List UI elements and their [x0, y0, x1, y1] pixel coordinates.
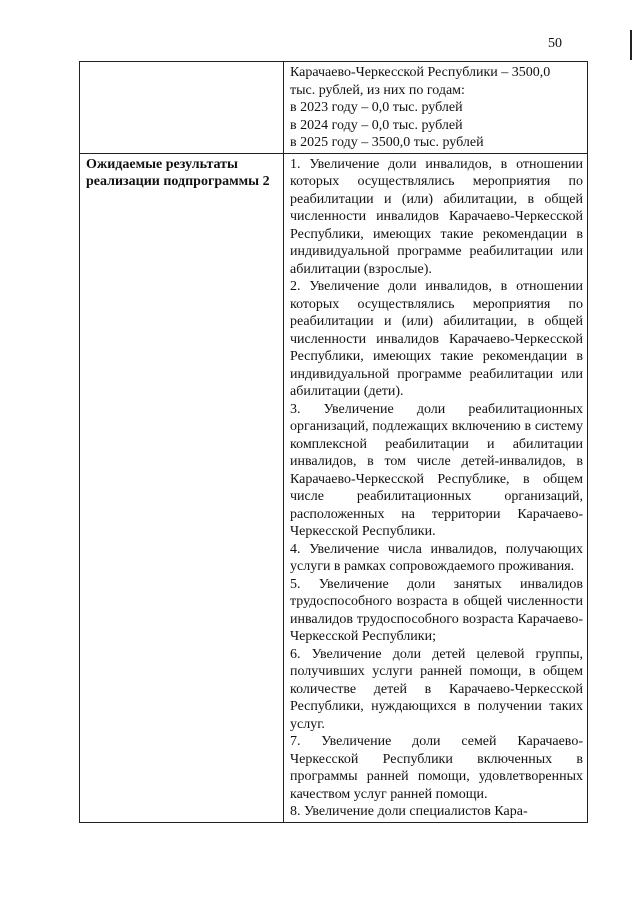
- funding-line: тыс. рублей, из них по годам:: [290, 82, 465, 98]
- result-item: 8. Увеличение доли специалистов Кара-: [290, 804, 528, 819]
- funding-cell: [284, 62, 588, 154]
- result-item: 6. Увеличение доли детей целевой группы, получивших услуги ранней помощи, в общем количестве детей в Карачаево-Черкесской Республики, нуждающихся в получении таких услуг.: [290, 646, 583, 732]
- funding-line: Карачаево-Черкесской Республики – 3500,0: [290, 65, 551, 80]
- subprogram-passport-table: [79, 61, 588, 823]
- funding-line: в 2023 году – 0,0 тыс. рублей: [290, 100, 463, 115]
- page-number: 50: [548, 36, 562, 51]
- expected-results-cell: [284, 153, 588, 822]
- result-item: 1. Увеличение доли инвалидов, в отношении которых осуществлялись мероприятия по реабилитации и (или) абилитации, в общей численности инвалидов Карачаево-Черкесской Республики, имеющих такие рекомендации в индивидуальной программе реабилитации или абилитации (взрослые).: [290, 156, 583, 277]
- row-label-empty: [80, 62, 284, 154]
- row-label-expected-results: Ожидаемые результаты реализации подпрограммы 2: [80, 153, 284, 822]
- table-row-expected-results: [80, 153, 588, 822]
- result-item: 5. Увеличение доли занятых инвалидов трудоспособного возраста в общей численности инвалидов трудоспособного возраста Карачаево-Черкесской Республики;: [290, 576, 583, 644]
- result-item: 2. Увеличение доли инвалидов, в отношении которых осуществлялись мероприятия по реабилитации и (или) абилитации, в общей численности инвалидов Карачаево-Черкесской Республики, имеющих такие рекомендации в индивидуальной программе реабилитации или абилитации (дети).: [290, 279, 583, 399]
- funding-line: в 2024 году – 0,0 тыс. рублей: [290, 117, 463, 133]
- scan-edge-mark: [630, 30, 632, 60]
- table-row-funding: [80, 62, 588, 154]
- result-item: 7. Увеличение доли семей Карачаево- Черкесской Республики включенных в программы ранней помощи, удовлетворенных качеством услуг ранней помощи.: [290, 734, 583, 802]
- result-item: 3. Увеличение доли реабилитационных организаций, подлежащих включению в систему комплексной реабилитации и абилитации инвалидов, в том числе детей-инвалидов, в Карачаево-Черкесской Республике, в общем числе реабилитационных организаций, расположенных на территории Карачаево-Черкесской Республики.: [290, 401, 583, 539]
- result-item: 4. Увеличение числа инвалидов, получающих услуги в рамках сопровождаемого проживания.: [290, 541, 583, 574]
- funding-line: в 2025 году – 3500,0 тыс. рублей: [290, 135, 484, 150]
